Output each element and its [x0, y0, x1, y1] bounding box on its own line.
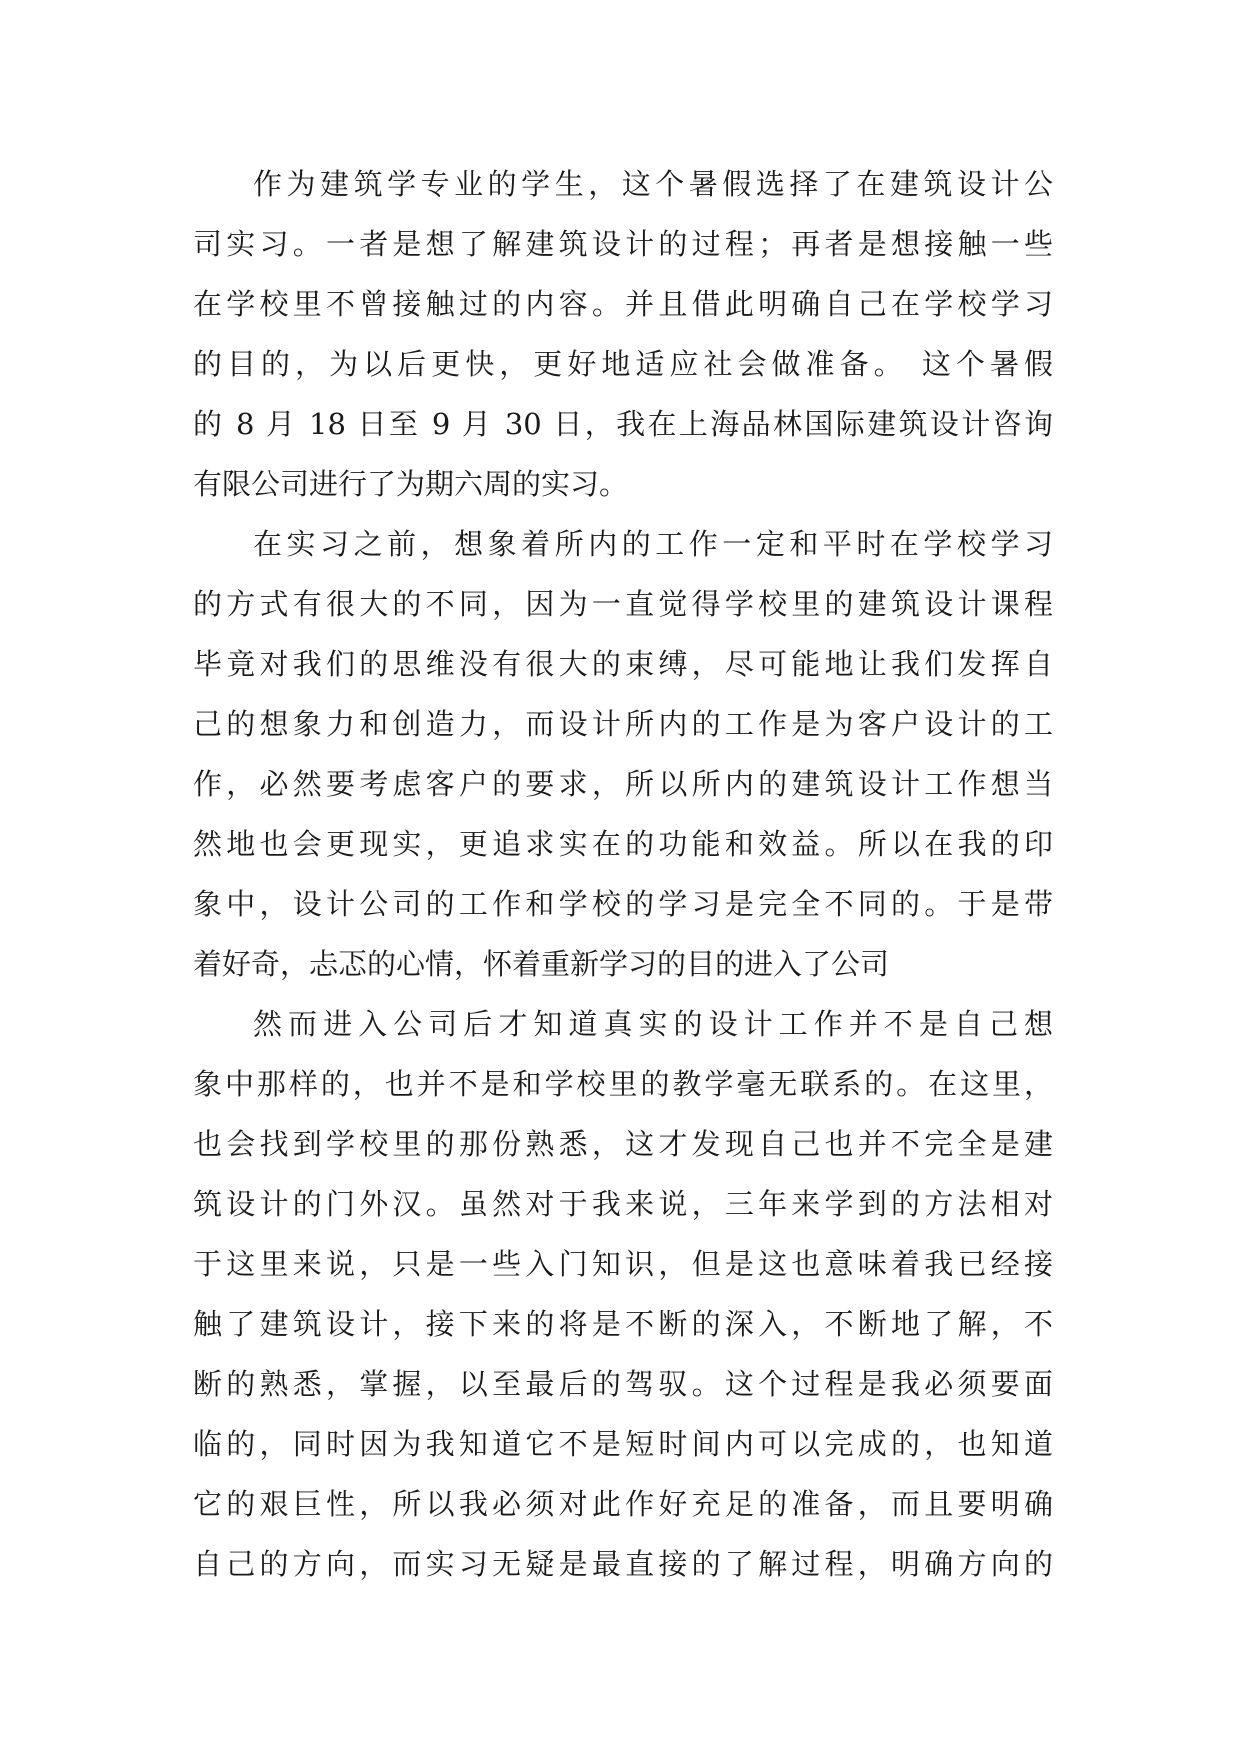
text-line: 有限公司进行了为期六周的实习。 [193, 467, 629, 501]
text-line: 的 8 月 18 日至 9 月 30 日，我在上海品林国际建筑设计咨询 [193, 407, 1053, 441]
body-text [193, 154, 1053, 1594]
text-line: 也会找到学校里的那份熟悉，这才发现自己也并不完全是建 [193, 1127, 1053, 1161]
text-line: 于这里来说，只是一些入门知识，但是这也意味着我已经接 [193, 1247, 1053, 1281]
text-line: 作为建筑学专业的学生，这个暑假选择了在建筑设计公 [253, 167, 1053, 201]
text-line: 断的熟悉，掌握，以至最后的驾驭。这个过程是我必须要面 [193, 1367, 1053, 1401]
paragraph-2 [193, 514, 1053, 994]
text-line: 毕竟对我们的思维没有很大的束缚，尽可能地让我们发挥自 [193, 647, 1053, 681]
text-line: 它的艰巨性，所以我必须对此作好充足的准备，而且要明确 [193, 1487, 1053, 1521]
text-line: 着好奇，忐忑的心情，怀着重新学习的目的进入了公司 [193, 947, 890, 981]
text-line: 然地也会更现实，更追求实在的功能和效益。所以在我的印 [193, 827, 1053, 861]
text-line: 在学校里不曾接触过的内容。并且借此明确自己在学校学习 [193, 287, 1053, 321]
text-line: 象中那样的，也并不是和学校里的教学毫无联系的。在这里， [193, 1067, 1053, 1101]
paragraph-1 [193, 154, 1053, 514]
text-line: 自己的方向，而实习无疑是最直接的了解过程，明确方向的 [193, 1547, 1053, 1581]
text-line: 触了建筑设计，接下来的将是不断的深入，不断地了解，不 [193, 1307, 1053, 1341]
text-line: 司实习。一者是想了解建筑设计的过程；再者是想接触一些 [193, 227, 1053, 261]
text-line: 筑设计的门外汉。虽然对于我来说，三年来学到的方法相对 [193, 1187, 1053, 1221]
text-line: 的目的，为以后更快，更好地适应社会做准备。 这个暑假 [193, 347, 1053, 381]
paragraph-3 [193, 994, 1053, 1594]
text-line: 作，必然要考虑客户的要求，所以所内的建筑设计工作想当 [193, 767, 1053, 801]
text-line: 临的，同时因为我知道它不是短时间内可以完成的，也知道 [193, 1427, 1053, 1461]
text-line: 在实习之前，想象着所内的工作一定和平时在学校学习 [253, 527, 1053, 561]
text-line: 然而进入公司后才知道真实的设计工作并不是自己想 [253, 1007, 1053, 1041]
text-line: 己的想象力和创造力，而设计所内的工作是为客户设计的工 [193, 707, 1053, 741]
text-line: 的方式有很大的不同，因为一直觉得学校里的建筑设计课程 [193, 587, 1053, 621]
text-line: 象中，设计公司的工作和学校的学习是完全不同的。于是带 [193, 887, 1053, 921]
